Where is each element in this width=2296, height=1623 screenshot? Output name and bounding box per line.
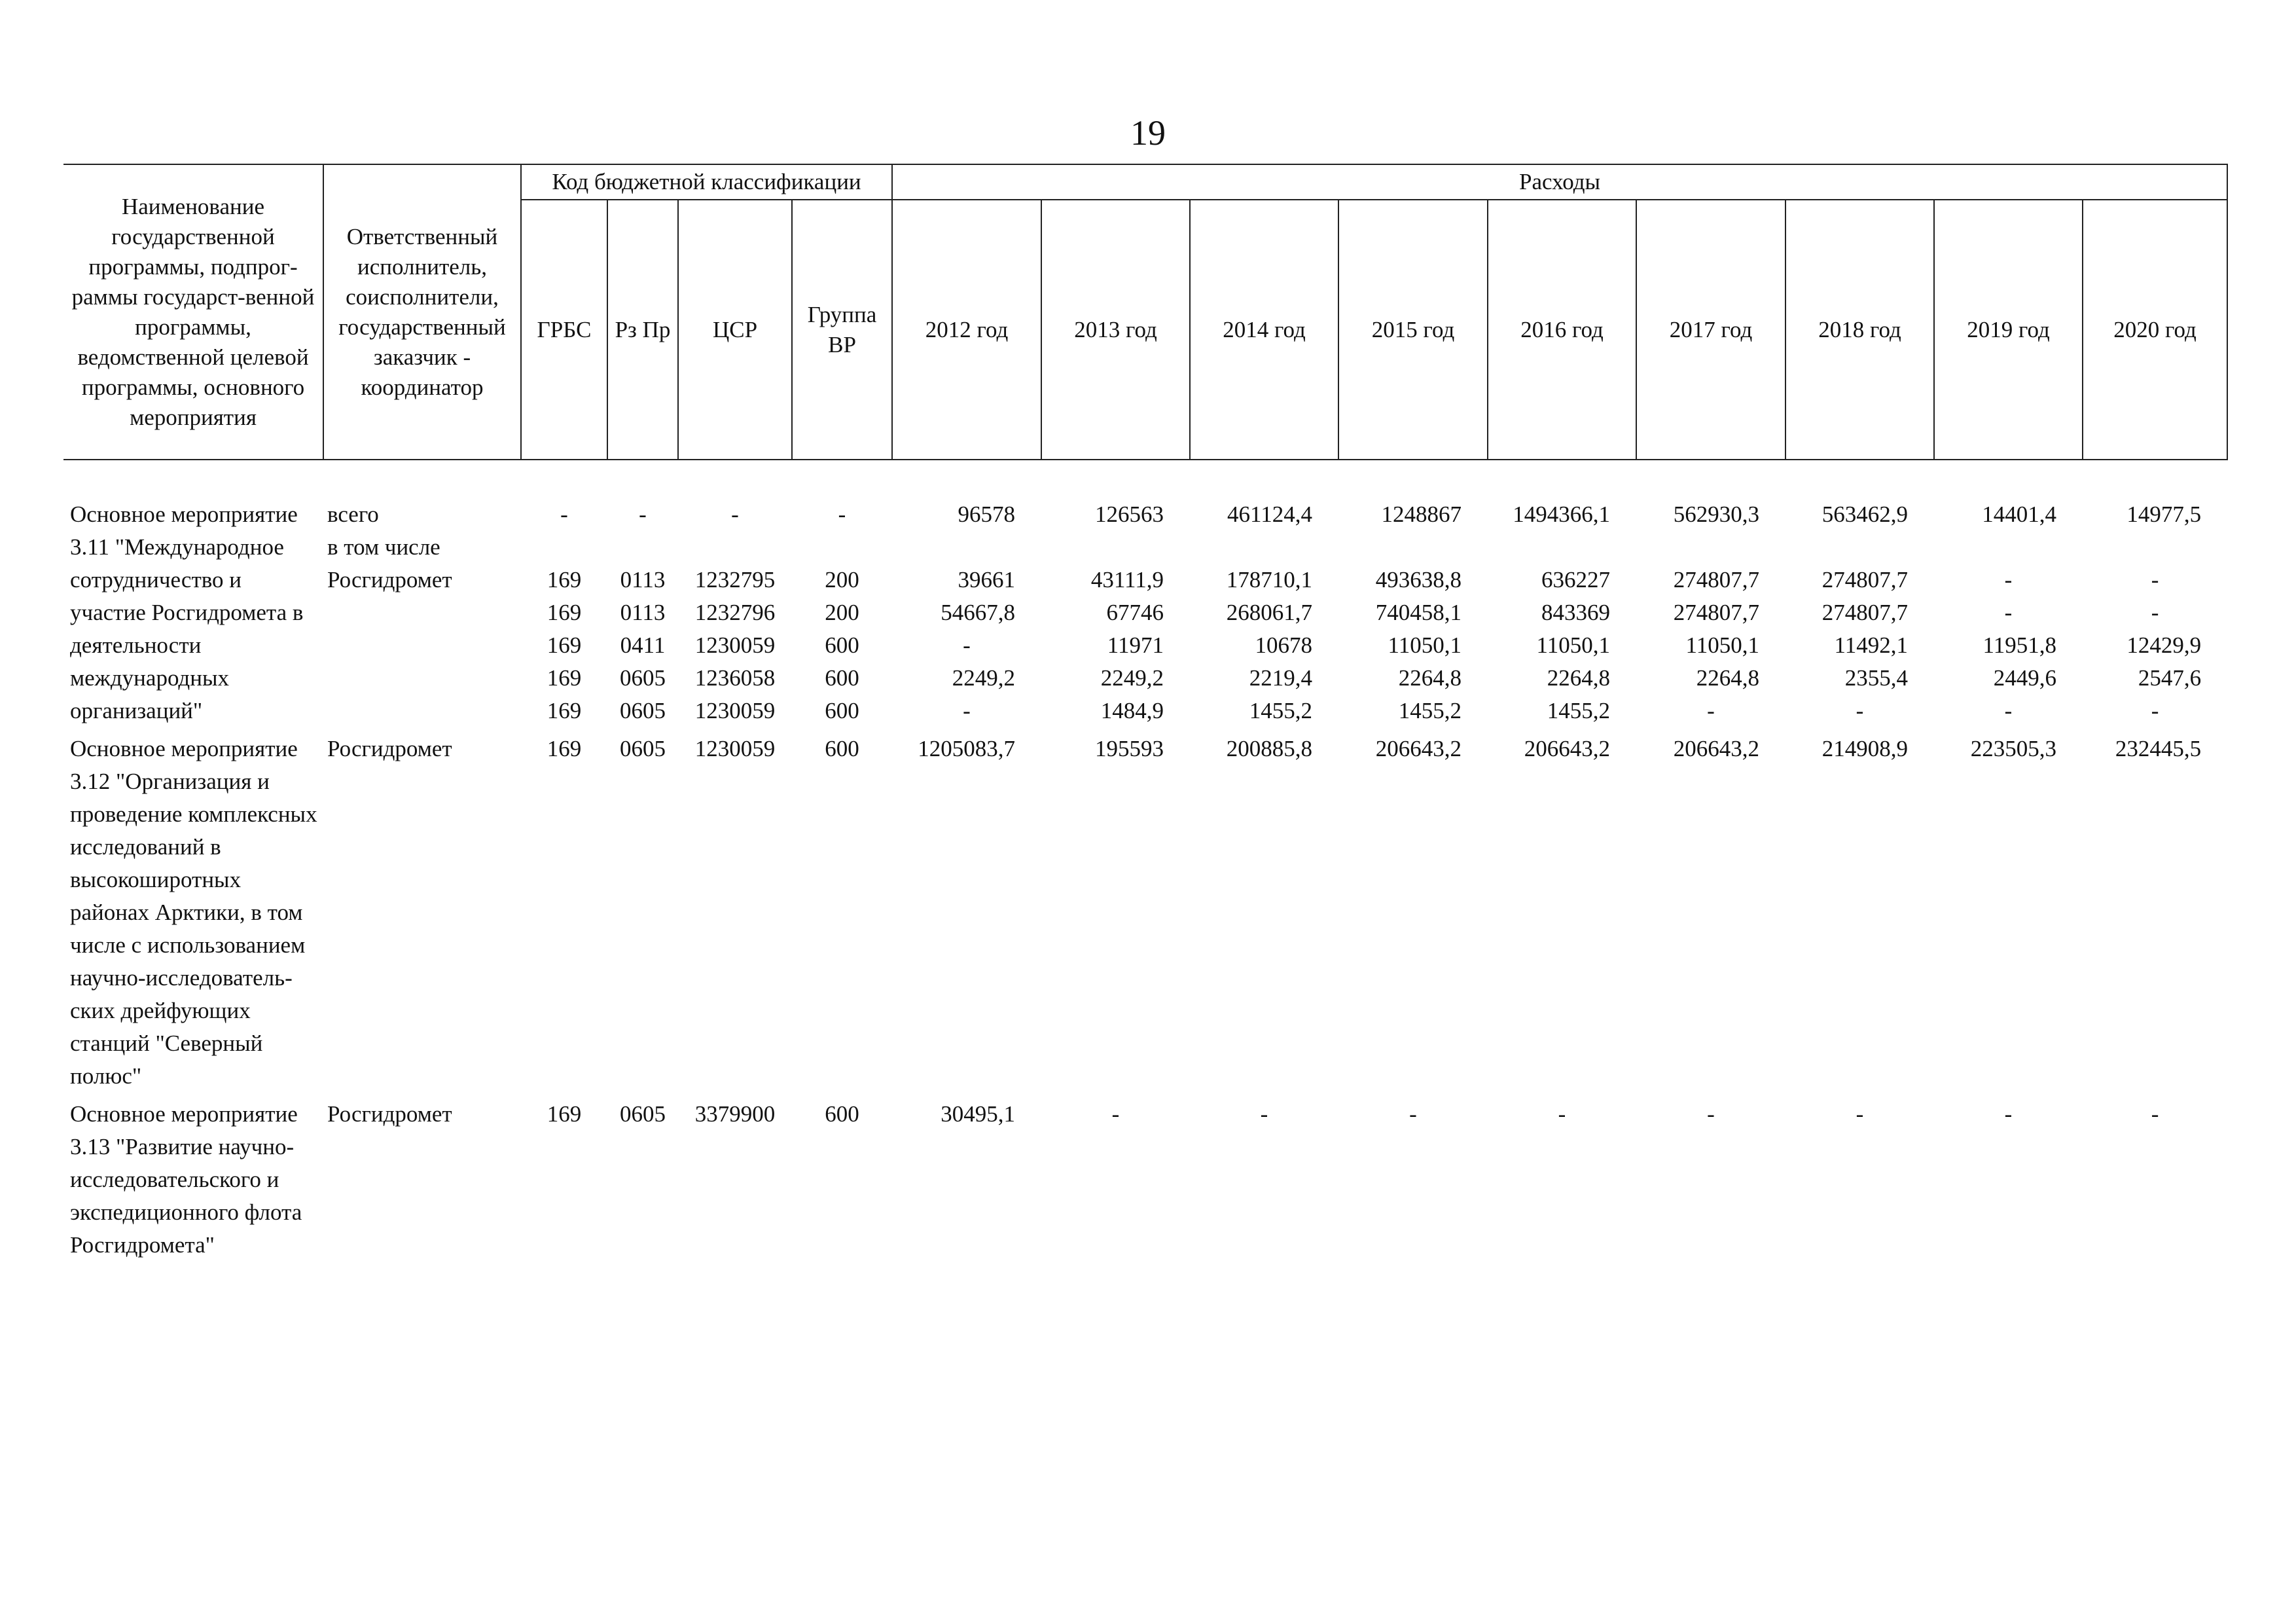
code-rzpr: 0411: [620, 632, 666, 658]
header-year: 2016 год: [1488, 200, 1636, 460]
expense-value: 178710,1: [1226, 567, 1312, 593]
row-executor: [323, 733, 521, 1093]
expense-value: 274807,7: [1673, 600, 1759, 625]
expense-value: 1205083,7: [918, 736, 1015, 761]
expense-value: -: [1707, 1101, 1715, 1127]
table-row: [63, 498, 2227, 564]
expense-value: 11492,1: [1834, 632, 1908, 658]
code-rzpr: 0113: [620, 600, 666, 625]
expense-value: 11050,1: [1536, 632, 1610, 658]
expense-value: 2249,2: [952, 665, 1015, 691]
code-csr: 1232795: [694, 567, 776, 593]
expense-value: 274807,7: [1821, 567, 1908, 593]
expense-value: 11951,8: [1982, 632, 2056, 658]
code-vr: -: [838, 501, 846, 527]
expense-value: -: [963, 632, 971, 658]
expense-value: 214908,9: [1821, 736, 1908, 761]
executor-label: Росгидромет: [327, 567, 452, 593]
expense-value: 461124,4: [1227, 501, 1312, 527]
table-row: [63, 733, 2227, 1093]
code-vr: 600: [825, 665, 859, 691]
expense-value: 96578: [958, 501, 1015, 527]
expense-value: 843369: [1541, 600, 1610, 625]
expense-value: 126563: [1095, 501, 1164, 527]
header-vr: Группа ВР: [792, 200, 892, 460]
expense-value: 1484,9: [1100, 698, 1164, 723]
expense-value: -: [1558, 1101, 1566, 1127]
table-row: [63, 662, 2227, 695]
code-rzpr: 0113: [620, 567, 666, 593]
table-row: [63, 564, 2227, 596]
row-name: Основное мероприятие 3.13 "Развитие научно-исследовательского и экспедиционного флота Росгидромета": [70, 1101, 302, 1258]
code-grbs: 169: [547, 736, 582, 761]
code-rzpr: 0605: [620, 698, 666, 723]
expense-value: -: [2151, 698, 2159, 723]
code-vr: 200: [825, 600, 859, 625]
header-year: 2013 год: [1041, 200, 1190, 460]
expense-value: 206643,2: [1673, 736, 1759, 761]
table-row: [63, 596, 2227, 629]
expense-value: 54667,8: [941, 600, 1015, 625]
row-executor: [323, 662, 521, 695]
expense-value: -: [963, 698, 971, 723]
table-row: [63, 695, 2227, 727]
code-vr: 600: [825, 736, 859, 761]
expense-value: 11971: [1107, 632, 1164, 658]
expense-value: 2264,8: [1398, 665, 1462, 691]
expense-value: 740458,1: [1375, 600, 1462, 625]
expense-value: -: [1856, 1101, 1864, 1127]
expense-value: 2355,4: [1844, 665, 1908, 691]
expense-value: -: [2004, 698, 2013, 723]
expense-value: -: [2004, 567, 2013, 593]
expense-value: -: [2004, 1101, 2013, 1127]
code-grbs: 169: [547, 567, 582, 593]
executor-label: Росгидромет: [327, 736, 452, 761]
expense-value: 232445,5: [2115, 736, 2202, 761]
code-rzpr: 0605: [620, 1101, 666, 1127]
header-year: 2015 год: [1338, 200, 1488, 460]
expense-value: -: [2004, 600, 2013, 625]
expense-value: 268061,7: [1226, 600, 1312, 625]
expense-value: 274807,7: [1821, 600, 1908, 625]
expense-value: 636227: [1541, 567, 1610, 593]
expense-value: 1455,2: [1547, 698, 1610, 723]
expense-value: -: [2151, 1101, 2159, 1127]
code-csr: 1230059: [694, 698, 776, 723]
row-executor: [323, 695, 521, 727]
expense-value: -: [1707, 698, 1715, 723]
header-year: 2019 год: [1934, 200, 2083, 460]
code-grbs: 169: [547, 698, 582, 723]
expense-value: 1248867: [1381, 501, 1462, 527]
expense-value: 2249,2: [1100, 665, 1164, 691]
expense-value: 195593: [1095, 736, 1164, 761]
code-vr: 600: [825, 632, 859, 658]
expense-value: 2264,8: [1547, 665, 1610, 691]
expense-value: 274807,7: [1673, 567, 1759, 593]
code-grbs: 169: [547, 600, 582, 625]
executor-sublabel: в том числе: [327, 534, 440, 560]
expense-value: 30495,1: [941, 1101, 1015, 1127]
header-grbs: ГРБС: [521, 200, 607, 460]
expense-value: 563462,9: [1821, 501, 1908, 527]
executor-label: всего: [327, 501, 379, 527]
row-executor: [323, 498, 521, 564]
header-year: 2014 год: [1190, 200, 1338, 460]
expense-value: 206643,2: [1524, 736, 1610, 761]
expense-value: 223505,3: [1970, 736, 2056, 761]
header-expenses: Расходы: [892, 164, 2227, 200]
code-grbs: 169: [547, 665, 582, 691]
row-name: Основное мероприятие 3.12 "Организация и проведение комплексных исследований в высокоширотных районах Арктики, в том числе с использованием научно-исследователь-ских дрейфующих станций "Северный полюс": [70, 736, 317, 1089]
expense-value: 12429,9: [2126, 632, 2202, 658]
expense-value: -: [1260, 1101, 1268, 1127]
code-grbs: 169: [547, 632, 582, 658]
page-number: 19: [1130, 113, 1166, 153]
expense-value: 200885,8: [1226, 736, 1312, 761]
expense-value: 43111,9: [1090, 567, 1164, 593]
header-name: Наименование государственной программы, подпрог-раммы государст-венной программы, ведомственной целевой программы, основного мероприятия: [63, 164, 323, 460]
expense-value: -: [1111, 1101, 1120, 1127]
expense-value: 39661: [958, 567, 1015, 593]
table-row: [63, 1098, 2227, 1262]
code-grbs: -: [560, 501, 568, 527]
expense-value: -: [1856, 698, 1864, 723]
code-csr: 1236058: [694, 665, 776, 691]
expense-value: -: [2151, 567, 2159, 593]
code-rzpr: -: [639, 501, 647, 527]
expense-value: -: [1409, 1101, 1417, 1127]
code-csr: 1232796: [694, 600, 776, 625]
header-year: 2018 год: [1785, 200, 1934, 460]
expense-value: 14401,4: [1982, 501, 2056, 527]
expense-value: 67746: [1106, 600, 1164, 625]
row-executor: [323, 596, 521, 629]
expense-value: -: [2151, 600, 2159, 625]
executor-label: Росгидромет: [327, 1101, 452, 1127]
expense-value: 493638,8: [1375, 567, 1462, 593]
row-executor: [323, 629, 521, 662]
code-vr: 200: [825, 567, 859, 593]
row-name: Основное мероприятие 3.11 "Международное сотрудничество и участие Росгидромета в деятельности международных организаций": [70, 501, 304, 723]
code-csr: 1230059: [694, 632, 776, 658]
table-row: [63, 629, 2227, 662]
expense-value: 1455,2: [1249, 698, 1312, 723]
expense-value: 562930,3: [1673, 501, 1759, 527]
row-executor: [323, 564, 521, 596]
row-executor: [323, 1098, 521, 1262]
code-csr: -: [731, 501, 739, 527]
table-body: [63, 460, 2227, 1267]
expense-value: 2219,4: [1249, 665, 1312, 691]
expense-value: 1494366,1: [1513, 501, 1610, 527]
code-csr: 3379900: [694, 1101, 776, 1127]
code-grbs: 169: [547, 1101, 582, 1127]
header-executor: Ответственный исполнитель, соисполнители, государственный заказчик - координатор: [323, 164, 521, 460]
header-budget-code: Код бюджетной классификации: [521, 164, 892, 200]
header-csr: ЦСР: [678, 200, 792, 460]
header-year: 2017 год: [1636, 200, 1785, 460]
expense-value: 2449,6: [1993, 665, 2056, 691]
header-year: 2020 год: [2083, 200, 2227, 460]
header-year: 2012 год: [892, 200, 1041, 460]
code-csr: 1230059: [694, 736, 776, 761]
code-rzpr: 0605: [620, 736, 666, 761]
code-rzpr: 0605: [620, 665, 666, 691]
code-vr: 600: [825, 1101, 859, 1127]
expense-value: 2547,6: [2138, 665, 2202, 691]
expense-value: 11050,1: [1388, 632, 1462, 658]
expense-value: 11050,1: [1685, 632, 1759, 658]
budget-table: [63, 164, 2228, 1267]
code-vr: 600: [825, 698, 859, 723]
expense-value: 2264,8: [1696, 665, 1759, 691]
expense-value: 206643,2: [1375, 736, 1462, 761]
expense-value: 10678: [1255, 632, 1312, 658]
expense-value: 1455,2: [1398, 698, 1462, 723]
header-rzpr: Рз Пр: [607, 200, 678, 460]
expense-value: 14977,5: [2126, 501, 2202, 527]
